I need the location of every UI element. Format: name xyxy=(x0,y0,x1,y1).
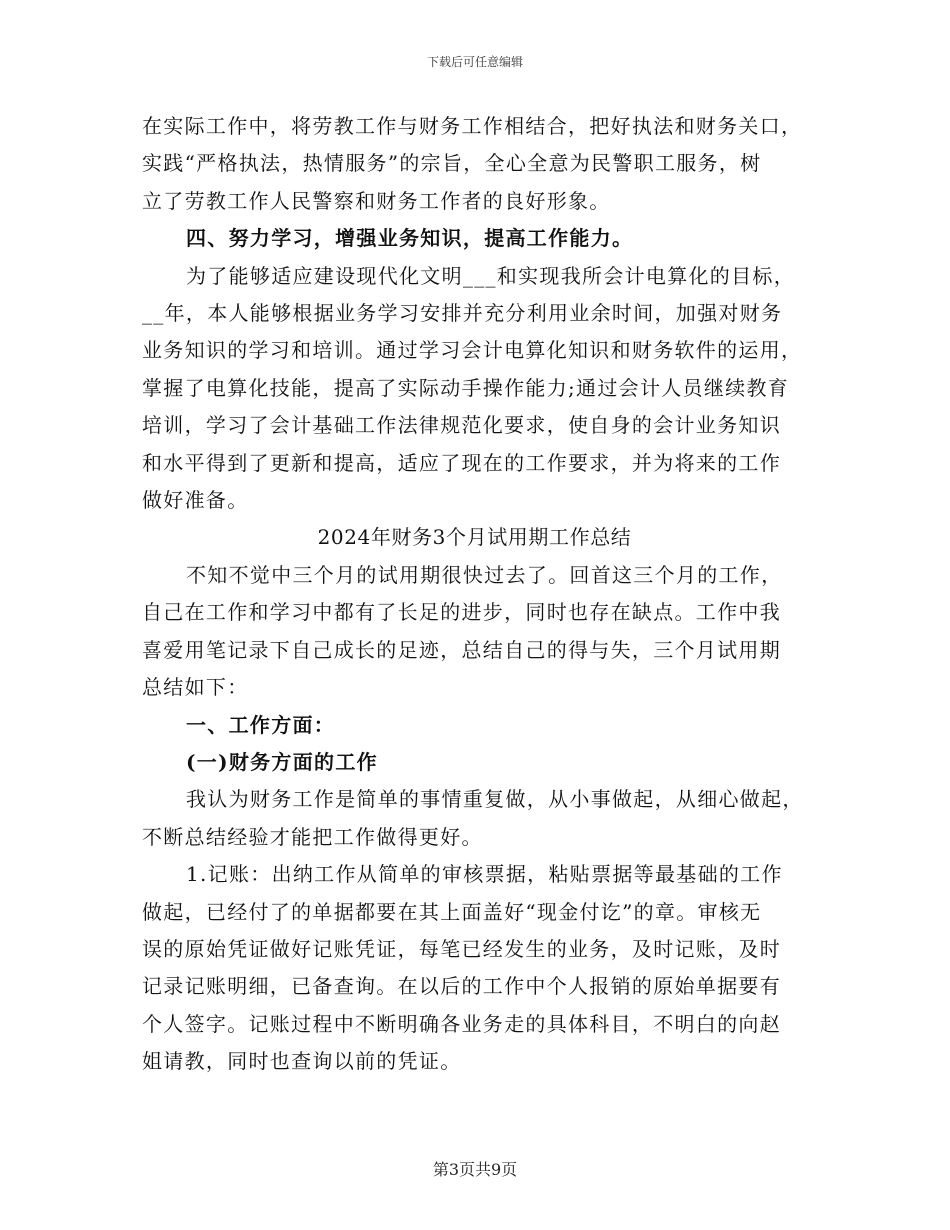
body-text-line: 和水平得到了更新和提高，适应了现在的工作要求，并为将来的工作 xyxy=(142,450,781,475)
body-text-line: 实践“严格执法，热情服务”的宗旨，全心全意为民警职工服务，树 xyxy=(142,151,762,176)
section-heading: 四、努力学习，增强业务知识，提高工作能力。 xyxy=(186,226,634,251)
body-text-line: 1.记账：出纳工作从简单的审核票据，粘贴票据等最基础的工作 xyxy=(186,862,783,887)
body-text-line: 业务知识的学习和培训。通过学习会计电算化知识和财务软件的运用， xyxy=(142,338,803,363)
body-text-line: 自己在工作和学习中都有了长足的进步，同时也存在缺点。工作中我 xyxy=(142,600,781,625)
page-header: 下载后可任意编辑 xyxy=(426,55,523,69)
body-text-line: __年，本人能够根据业务学习安排并充分利用业余时间，加强对财务 xyxy=(142,301,783,326)
body-text-line: 我认为财务工作是简单的事情重复做，从小事做起，从细心做起， xyxy=(186,787,804,812)
page-footer: 第3页共9页 xyxy=(432,1160,518,1179)
body-text-line: 个人签字。记账过程中不断明确各业务走的具体科目，不明白的向赵 xyxy=(142,1011,781,1036)
section-title: 2024年财务3个月试用期工作总结 xyxy=(317,525,632,550)
body-text-line: 掌握了电算化技能，提高了实际动手操作能力;通过会计人员继续教育 xyxy=(142,375,790,400)
body-text-line: 做好准备。 xyxy=(142,488,249,513)
body-text-line: 总结如下： xyxy=(142,675,249,700)
document-body xyxy=(142,108,807,1081)
section-heading: (一)财务方面的工作 xyxy=(186,749,378,774)
body-text-line: 做起，已经付了的单据都要在其上面盖好“现金付讫”的章。审核无 xyxy=(142,899,762,924)
body-text-line: 喜爱用笔记录下自己成长的足迹，总结自己的得与失，三个月试用期 xyxy=(142,637,781,662)
body-text-line: 培训，学习了会计基础工作法律规范化要求，使自身的会计业务知识 xyxy=(142,413,781,438)
body-text-line: 为了能够适应建设现代化文明___和实现我所会计电算化的目标， xyxy=(186,263,795,288)
body-text-line: 误的原始凭证做好记账凭证，每笔已经发生的业务，及时记账，及时 xyxy=(142,936,781,961)
body-text-line: 姐请教，同时也查询以前的凭证。 xyxy=(142,1049,462,1074)
body-text-line: 在实际工作中，将劳教工作与财务工作相结合，把好执法和财务关口， xyxy=(142,114,803,138)
body-text-line: 不知不觉中三个月的试用期很快过去了。回首这三个月的工作， xyxy=(186,562,783,587)
section-heading: 一、工作方面： xyxy=(186,712,336,737)
body-text-line: 不断总结经验才能把工作做得更好。 xyxy=(142,824,483,849)
body-text-line: 记录记账明细，已备查询。在以后的工作中个人报销的原始单据要有 xyxy=(142,974,781,999)
body-text-line: 立了劳教工作人民警察和财务工作者的良好形象。 xyxy=(142,188,611,213)
